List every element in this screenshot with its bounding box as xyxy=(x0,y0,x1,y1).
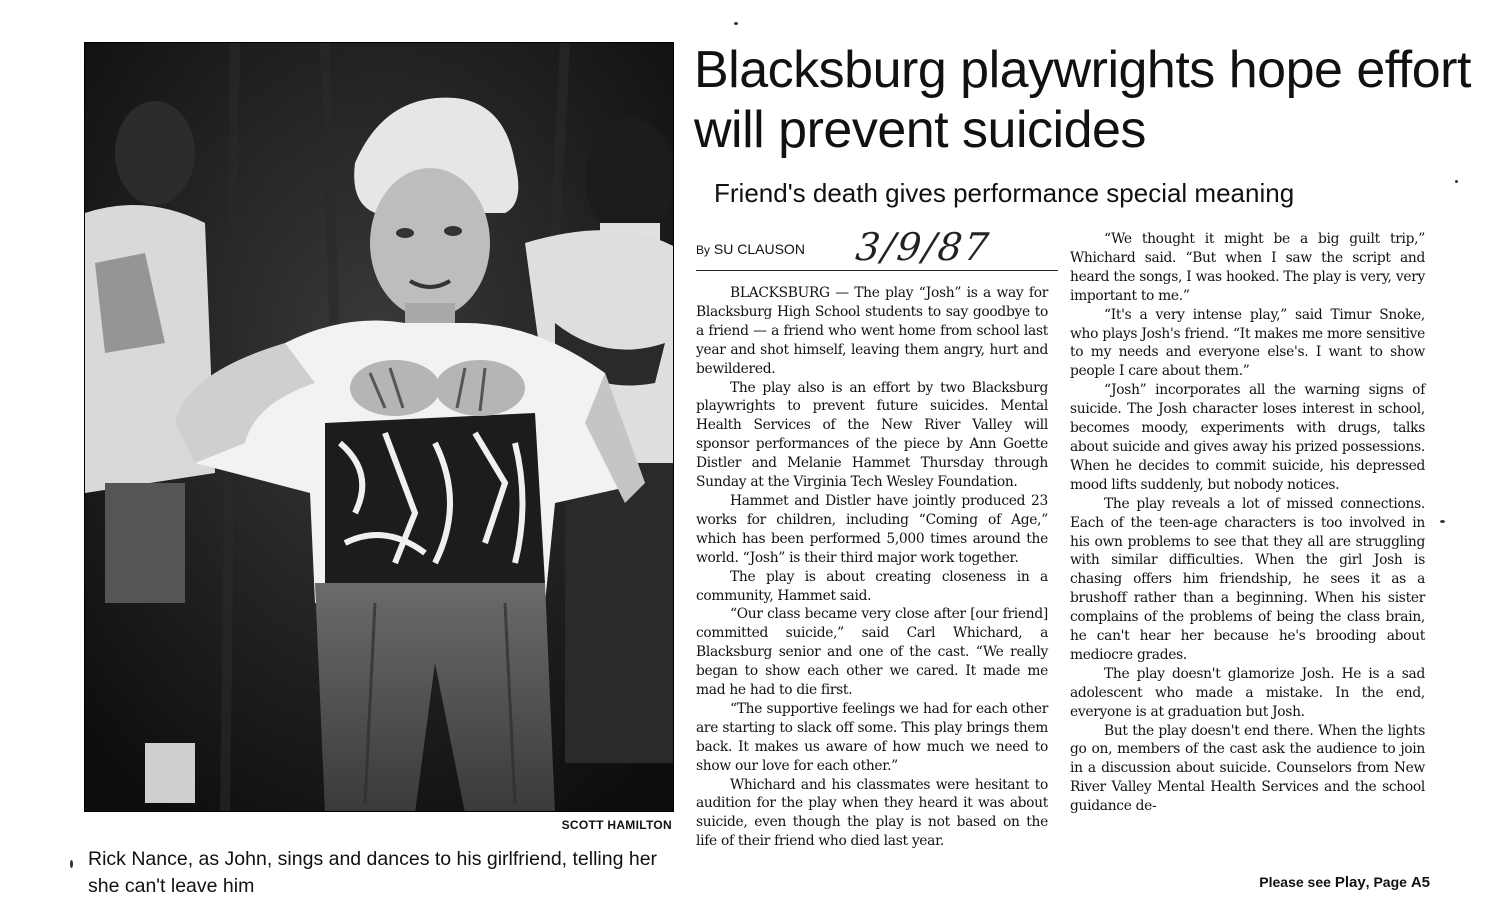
photo-illustration xyxy=(85,43,674,812)
paragraph: “Josh” incorporates all the warning signs of suicide. The Josh character loses interest in school, becomes moody, experiments with drugs, talks about suicide and gives away his prized possessions. When he decides to commit suicide, his depressed mood lifts suddenly, but nobody notices. xyxy=(1070,382,1425,493)
photocopy-speck xyxy=(1440,520,1445,523)
article-photo xyxy=(84,42,674,812)
paragraph: But the play doesn't end there. When the lights go on, members of the cast ask the audience to join in a discussion about suicide. Counselors from New River Valley Mental Health Services and the school guidance de- xyxy=(1070,722,1425,815)
paragraph: The play is about creating closeness in a community, Hammet said. xyxy=(696,568,1048,604)
paragraph: The play reveals a lot of missed connections. Each of the teen-age characters is too involved in his own problems to see that they all are struggling with similar difficulties. When the girl Josh is chasing offers him friendship, he sees it as a brushoff rather than a beginning. When his sister complains of the problems of being the class brain, he can't hear her because he's brooding about mediocre grades. xyxy=(1070,495,1425,663)
paragraph: Hammet and Distler have jointly produced 23 works for children, including “Coming of Age,” which has been performed 5,000 times around the world. “Josh” is their third major work together. xyxy=(696,492,1048,566)
byline-name: SU CLAUSON xyxy=(713,241,805,257)
paragraph: “We thought it might be a big guilt trip,” Whichard said. “But when I saw the script and heard the songs, I was hooked. The play is very, very important to me.” xyxy=(1070,231,1425,304)
subhead: Friend's death gives performance special meaning xyxy=(714,178,1295,208)
byline-by: By xyxy=(696,243,711,257)
continued-word: Play xyxy=(1334,874,1366,891)
byline-row xyxy=(696,225,1058,271)
continued-page: A5 xyxy=(1410,874,1430,891)
headline: Blacksburg playwrights hope effort will prevent suicides xyxy=(694,41,1471,159)
paragraph: BLACKSBURG — The play “Josh” is a way for Blacksburg High School students to say goodbye to a friend — a friend who went home from school last year and shot himself, leaving them angry, hurt and bewildered. xyxy=(696,285,1048,377)
photo-credit: SCOTT HAMILTON xyxy=(561,818,672,832)
byline xyxy=(696,241,805,257)
photocopy-speck xyxy=(70,860,73,868)
paragraph: “The supportive feelings we had for each other are starting to slack off some. This play brings them back. It makes us aware of how much we need to show our love for each other.” xyxy=(696,700,1048,774)
continued-page-label: , Page xyxy=(1365,874,1411,890)
article-column-2 xyxy=(1070,230,1425,816)
paragraph: Whichard and his classmates were hesitant to audition for the play when they heard it was about suicide, even though the play is not based on the life of their friend who died last year. xyxy=(696,776,1048,850)
paragraph: The play doesn't glamorize Josh. He is a sad adolescent who made a mistake. In the end, everyone is at graduation but Josh. xyxy=(1070,665,1425,720)
photocopy-speck xyxy=(1455,180,1458,183)
photocopy-speck xyxy=(734,22,738,25)
photo-caption: Rick Nance, as John, sings and dances to his girlfriend, telling her she can't leave him xyxy=(88,848,658,897)
continued-line xyxy=(1236,874,1430,891)
paragraph: The play also is an effort by two Blacksburg playwrights to prevent future suicides. Mental Health Services of the New River Valley will sponsor performances of the piece by Ann Goette Distler and Melanie Hammet Thursday through Sunday at the Virginia Tech Wesley Foundation. xyxy=(696,379,1048,491)
paragraph: “Our class became very close after [our friend] committed suicide,” said Carl Whichard, a Blacksburg senior and one of the cast. “We really began to show each other we cared. It made me mad he had to die first. xyxy=(696,606,1048,699)
continued-prefix: Please see xyxy=(1259,874,1335,890)
paragraph: “It's a very intense play,” said Timur Snoke, who plays Josh's friend. “It makes me more sensitive to my needs and everyone else's. I want to show people I care about them.” xyxy=(1070,306,1425,380)
article-column-1 xyxy=(696,284,1048,851)
handwritten-date: 3/9/87 xyxy=(853,225,993,269)
